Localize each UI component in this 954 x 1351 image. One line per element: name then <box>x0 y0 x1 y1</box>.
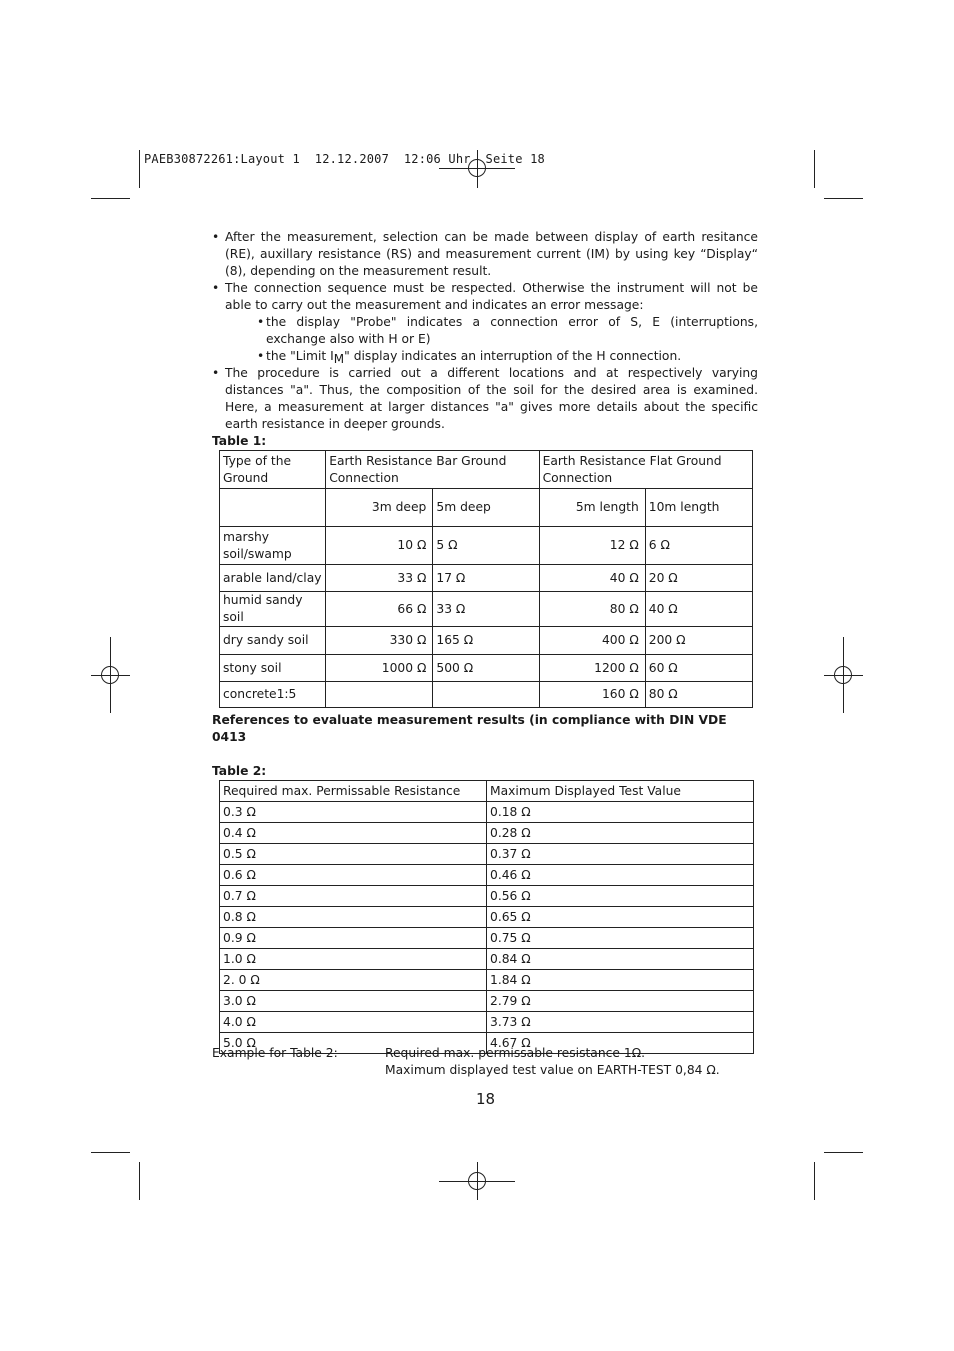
sub-bullet-probe: • the display "Probe" indicates a connection error of S, E (interruptions, exchange also with H or E) <box>257 315 758 346</box>
crop-mark <box>814 150 815 188</box>
table-row: marshy soil/swamp 10 Ω 5 Ω 12 Ω 6 Ω <box>220 527 753 565</box>
table-row: humid sandy soil 66 Ω 33 Ω 80 Ω 40 Ω <box>220 592 753 627</box>
header-flat-ground: Earth Resistance Flat Ground Connection <box>539 451 752 489</box>
table-row: 0.9 Ω 0.75 Ω <box>220 928 754 949</box>
registration-circle <box>468 1172 486 1190</box>
table-row: stony soil 1000 Ω 500 Ω 1200 Ω 60 Ω <box>220 655 753 682</box>
table-row: 0.4 Ω 0.28 Ω <box>220 823 754 844</box>
table-subheader-row <box>220 489 753 527</box>
table-row: dry sandy soil 330 Ω 165 Ω 400 Ω 200 Ω <box>220 627 753 655</box>
table-row: 5.0 Ω 4.67 Ω <box>220 1033 754 1054</box>
table-row: 4.0 Ω 3.73 Ω <box>220 1012 754 1033</box>
header-bar-ground: Earth Resistance Bar Ground Connection <box>326 451 539 489</box>
example-values <box>385 1045 720 1079</box>
example-line: Maximum displayed test value on EARTH-TEST 0,84 Ω. <box>385 1063 720 1077</box>
subheader-cell: 10m length <box>645 489 752 527</box>
table1-caption: Table 1: <box>212 434 267 448</box>
crop-mark <box>139 1162 140 1200</box>
registration-circle <box>101 666 119 684</box>
header-ground-type: Type of the Ground <box>220 451 326 489</box>
crop-mark <box>91 1152 130 1153</box>
table-row: 0.8 Ω 0.65 Ω <box>220 907 754 928</box>
example-line: Required max. permissable resistance 1Ω. <box>385 1046 645 1060</box>
table-row: 3.0 Ω 2.79 Ω <box>220 991 754 1012</box>
table2-caption: Table 2: <box>212 764 267 778</box>
crop-mark <box>814 1162 815 1200</box>
table-header-row <box>220 781 754 802</box>
table-row: 0.6 Ω 0.46 Ω <box>220 865 754 886</box>
bullet-connection-sequence: • The connection sequence must be respected. Otherwise the instrument will not be able to carry out the measurement and indicates an error message: <box>212 280 758 314</box>
page-content <box>212 229 758 1054</box>
resistance-limits-table <box>219 780 754 1054</box>
crop-mark <box>824 198 863 199</box>
table-row: 0.5 Ω 0.37 Ω <box>220 844 754 865</box>
bullet-procedure: • The procedure is carried out a different locations and at respectively varying distances "a". Thus, the composition of the soil for the desired area is examined. Here, a measurement at larger distances "a" gives more details about the specific earth resistance in deeper grounds. <box>212 365 758 433</box>
table-row: concrete1:5 160 Ω 80 Ω <box>220 682 753 708</box>
subheader-cell: 5m deep <box>433 489 539 527</box>
crop-mark <box>824 1152 863 1153</box>
sub-bullet-limit: • the "Limit $I_M$" display indicates an interruption of the H connection. <box>257 349 682 366</box>
page-number: 18 <box>476 1090 496 1108</box>
earth-resistance-table <box>219 450 753 708</box>
crop-mark <box>91 198 130 199</box>
subheader-cell: 5m length <box>539 489 645 527</box>
print-slug: PAEB30872261:Layout 1 12.12.2007 12:06 Uhr Seite 18 <box>144 152 545 166</box>
registration-circle <box>834 666 852 684</box>
crop-mark <box>139 150 140 188</box>
table-row: 2. 0 Ω 1.84 Ω <box>220 970 754 991</box>
table-row: 1.0 Ω 0.84 Ω <box>220 949 754 970</box>
example-label: Example for Table 2: <box>212 1046 338 1060</box>
bullet-display-selection: • After the measurement, selection can be made between display of earth resitance (RE), auxillary resistance (RS) and measurement current (IM) by using key “Display“ (8), depending on the measurement result. <box>212 229 758 280</box>
table-header-row <box>220 451 753 489</box>
references-note: References to evaluate measurement results (in compliance with DIN VDE 0413 <box>212 713 727 744</box>
header-required-resistance: Required max. Permissable Resistance <box>220 781 487 802</box>
table-row: 0.3 Ω 0.18 Ω <box>220 802 754 823</box>
header-displayed-value: Maximum Displayed Test Value <box>487 781 754 802</box>
table-row: arable land/clay 33 Ω 17 Ω 40 Ω 20 Ω <box>220 565 753 592</box>
subheader-cell: 3m deep <box>326 489 433 527</box>
table-row: 0.7 Ω 0.56 Ω <box>220 886 754 907</box>
